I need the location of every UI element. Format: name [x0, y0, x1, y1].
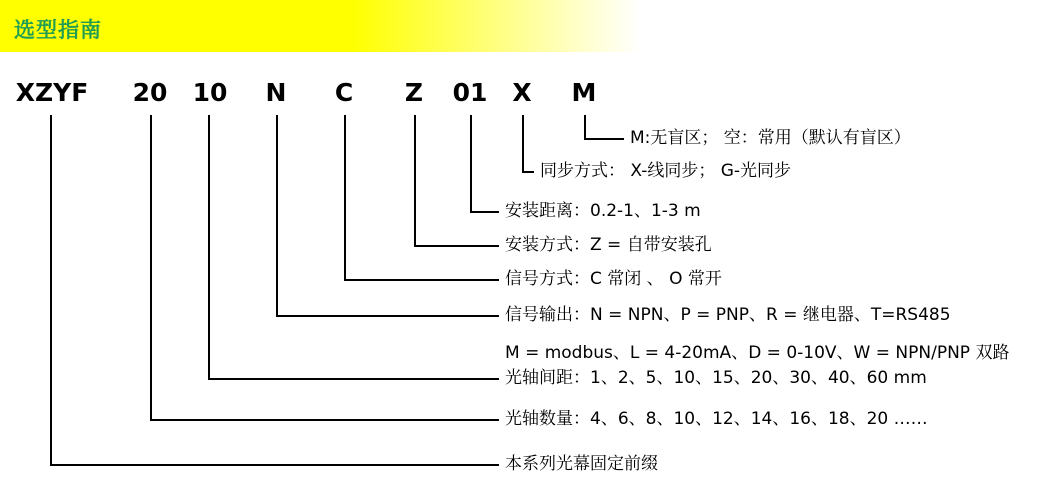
leader-stem-beam-pitch — [208, 115, 210, 378]
leader-stem-series-prefix — [50, 115, 52, 464]
code-token-4: C — [334, 78, 354, 107]
code-token-0: XZYF — [15, 78, 89, 107]
callout-label-install-distance: 安装距离：0.2-1、1-3 m — [505, 201, 701, 221]
leader-run-signal-mode — [344, 279, 499, 281]
callout-label-signal-mode: 信号方式：C 常闭 、 O 常开 — [505, 269, 722, 289]
callout-label-signal-output-line2: M = modbus、L = 4-20mA、D = 0-10V、W = NPN/PNP 双路 — [505, 343, 1010, 363]
callout-label-signal-output: 信号输出：N = NPN、P = PNP、R = 继电器、T=RS485 — [505, 305, 951, 325]
leader-run-series-prefix — [50, 464, 499, 466]
page-title: 选型指南 — [14, 18, 102, 42]
code-token-8: M — [571, 78, 597, 107]
leader-run-signal-output — [276, 315, 499, 317]
leader-run-beam-count — [150, 419, 499, 421]
leader-run-blind-zone — [584, 138, 624, 140]
leader-stem-signal-output — [276, 115, 278, 315]
leader-stem-install-method — [414, 115, 416, 245]
leader-stem-beam-count — [150, 115, 152, 419]
code-token-1: 20 — [132, 78, 168, 107]
code-token-7: X — [512, 78, 532, 107]
leader-stem-install-distance — [470, 115, 472, 211]
leader-run-install-distance — [470, 211, 499, 213]
callout-label-beam-count: 光轴数量：4、6、8、10、12、14、16、18、20 …… — [505, 409, 928, 429]
callout-label-sync-mode: 同步方式： X-线同步； G-光同步 — [540, 161, 792, 181]
code-token-6: 01 — [452, 78, 488, 107]
leader-run-install-method — [414, 245, 499, 247]
code-token-2: 10 — [192, 78, 228, 107]
callout-label-beam-pitch: 光轴间距：1、2、5、10、15、20、30、40、60 mm — [505, 368, 927, 388]
leader-stem-blind-zone — [584, 115, 586, 138]
leader-stem-signal-mode — [344, 115, 346, 279]
leader-run-beam-pitch — [208, 378, 499, 380]
code-token-5: Z — [404, 78, 424, 107]
callout-label-blind-zone: M:无盲区； 空：常用（默认有盲区） — [630, 128, 911, 148]
leader-run-sync-mode — [522, 171, 534, 173]
leader-stem-sync-mode — [522, 115, 524, 171]
callout-label-install-method: 安装方式：Z = 自带安装孔 — [505, 235, 712, 255]
callout-label-series-prefix: 本系列光幕固定前缀 — [505, 454, 658, 474]
code-token-3: N — [265, 78, 287, 107]
